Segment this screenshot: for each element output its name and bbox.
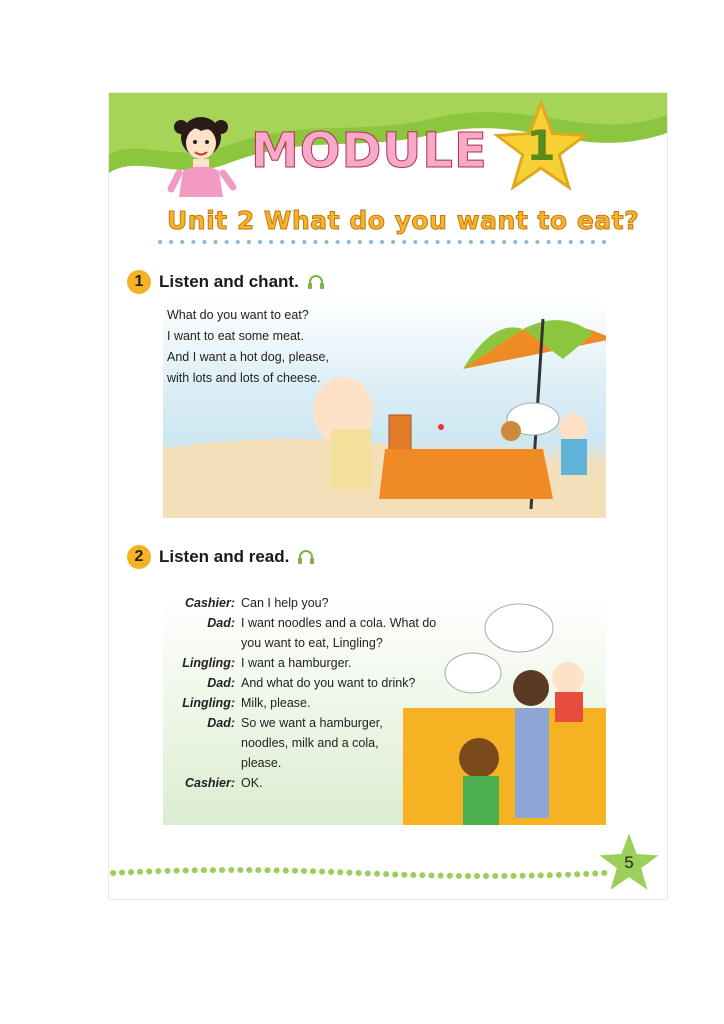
dialog-row [159, 713, 436, 773]
dialog-row [159, 773, 436, 793]
dialog-row [159, 613, 436, 653]
textbook-page [108, 92, 668, 900]
speaker: Dad: [207, 716, 235, 730]
bottom-dotted-decoration [109, 865, 609, 881]
section-number: 1 [127, 270, 151, 294]
dialog-line: noodles, milk and a cola, [241, 736, 379, 750]
speaker: Cashier: [184, 596, 235, 610]
chant-line: I want to eat some meat. [167, 329, 304, 343]
module-title [251, 123, 488, 179]
chant-lines [167, 305, 329, 389]
module-number: 1 [526, 121, 556, 170]
module-word: MODULE [251, 123, 488, 179]
headphone-icon[interactable] [307, 274, 325, 290]
dialog-row [159, 693, 436, 713]
dialog-line: Milk, please. [241, 696, 311, 710]
unit-title: Unit 2 What do you want to eat? [167, 206, 640, 235]
speaker: Lingling: [182, 656, 235, 670]
section-2-heading [127, 545, 315, 569]
dialog-row [159, 673, 436, 693]
headphone-icon[interactable] [297, 549, 315, 565]
section-title: Listen and read. [159, 547, 290, 566]
chant-line: with lots and lots of cheese. [167, 371, 321, 385]
dialog-row [159, 653, 436, 673]
section-1-heading [127, 270, 325, 294]
section-title: Listen and chant. [159, 272, 299, 291]
chant-line: And I want a hot dog, please, [167, 350, 329, 364]
dialog-line: Can I help you? [241, 596, 329, 610]
dialog-line: I want noodles and a cola. What do [241, 616, 437, 630]
dialog-line: you want to eat, Lingling? [241, 636, 383, 650]
dialog-line: please. [241, 756, 282, 770]
speaker: Cashier: [184, 776, 235, 790]
dotted-divider [157, 239, 612, 245]
dialog [159, 593, 436, 793]
speaker: Lingling: [182, 696, 235, 710]
section-number: 2 [127, 545, 151, 569]
dialog-line: I want a hamburger. [241, 656, 352, 670]
speaker: Dad: [207, 616, 235, 630]
dialog-row [159, 593, 436, 613]
dialog-line: OK. [241, 776, 263, 790]
chant-line: What do you want to eat? [167, 308, 309, 322]
girl-illustration [167, 111, 239, 203]
speaker: Dad: [207, 676, 235, 690]
page-number: 5 [624, 853, 634, 872]
dialog-line: So we want a hamburger, [241, 716, 383, 730]
dialog-line: And what do you want to drink? [241, 676, 416, 690]
